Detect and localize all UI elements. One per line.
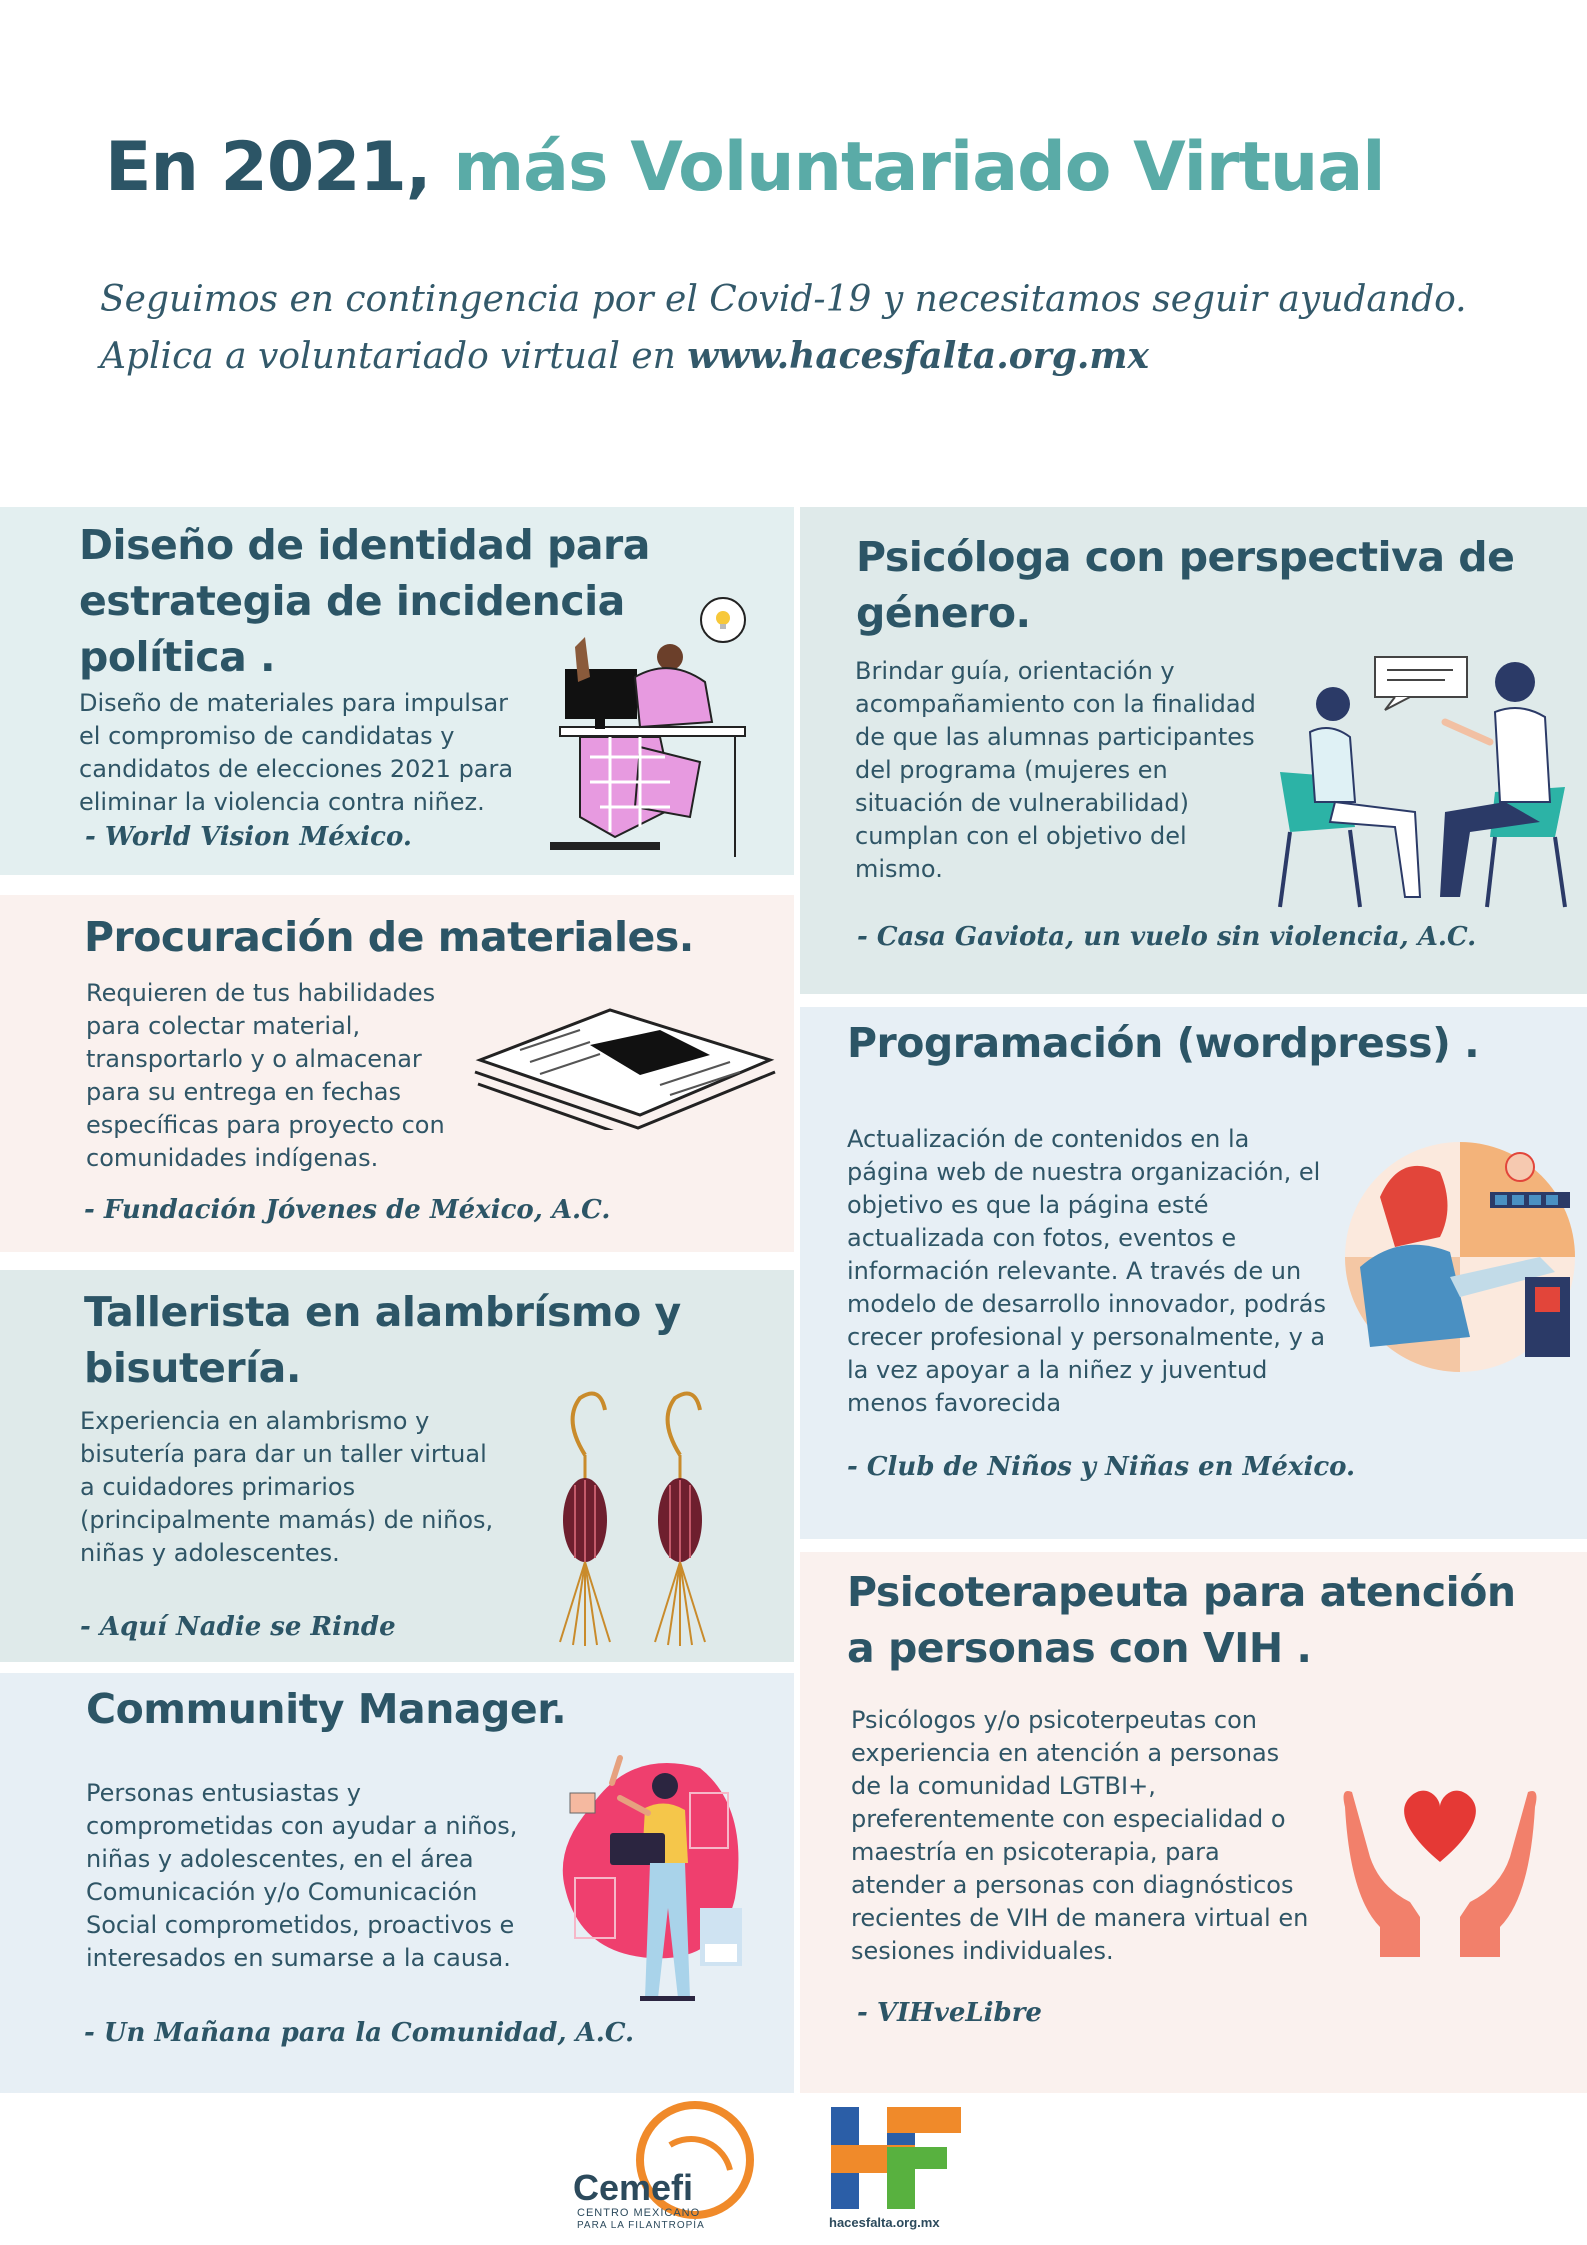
card-programacion	[800, 1007, 1587, 1539]
card-description: Requieren de tus habilidades para colectar material, transportarlo y o almacenar para su entrega en fechas específicas para proyecto con comunidades indígenas.	[86, 979, 445, 1172]
hacesfalta-logo	[825, 2105, 965, 2233]
card-title: Psicóloga con perspectiva de género.	[856, 533, 1515, 637]
card-diseno-identidad	[0, 507, 794, 875]
woman-at-computer-illustration	[540, 587, 765, 867]
card-title: Procuración de materiales.	[84, 913, 694, 961]
cemefi-logo	[565, 2100, 770, 2230]
card-title: Psicoterapeuta para atención a personas con VIH .	[847, 1568, 1516, 1672]
cemefi-tagline-2: PARA LA FILANTROPÍA	[577, 2220, 705, 2230]
card-organization: - World Vision México.	[85, 822, 412, 852]
programmer-woman-illustration	[1340, 1137, 1580, 1377]
cemefi-tagline-1: CENTRO MEXICANO	[577, 2207, 701, 2219]
card-description: Diseño de materiales para impulsar el compromiso de candidatas y candidatos de elecciones 2021 para eliminar la violencia contra niñez.	[79, 689, 514, 816]
card-organization: - Club de Niños y Niñas en México.	[847, 1452, 1356, 1482]
therapy-session-illustration	[1275, 652, 1575, 912]
card-community-manager	[0, 1673, 794, 2093]
subtitle-line-1: Seguimos en contingencia por el Covid-19 y necesitamos seguir ayudando.	[100, 279, 1467, 320]
card-organization: - Un Mañana para la Comunidad, A.C.	[84, 2018, 635, 2048]
card-description: Personas entusiastas y comprometidas con ayudar a niños, niñas y adolescentes, en el área Comunicación y/o Comunicación Social comprometidos, proactivos e interesados en sumarse a la causa.	[86, 1779, 518, 1972]
page-title	[105, 128, 1385, 207]
card-title: Programación (wordpress) .	[847, 1019, 1480, 1067]
cemefi-name: Cemefi	[573, 2167, 694, 2208]
card-organization: - Casa Gaviota, un vuelo sin violencia, A.C.	[857, 922, 1477, 952]
hands-heart-illustration	[1340, 1767, 1540, 1967]
card-organization: - Aquí Nadie se Rinde	[80, 1612, 396, 1642]
card-organization: - Fundación Jóvenes de México, A.C.	[84, 1195, 611, 1225]
card-description: Brindar guía, orientación y acompañamiento con la finalidad de que las alumnas participantes del programa (mujeres en situación de vulnerabilidad) cumplan con el objetivo del mismo.	[855, 657, 1256, 883]
subtitle	[100, 272, 1467, 385]
card-procuracion-materiales	[0, 895, 794, 1252]
card-description: Actualización de contenidos en la página web de nuestra organización, el objetivo es que la página esté actualizada con fotos, eventos e información relevante. A través de un modelo de desarrollo innovador, podrás crecer profesional y personalmente, y a la vez apoyar a la niñez y juventud menos favorecida	[847, 1125, 1326, 1417]
title-year: En 2021,	[105, 128, 431, 207]
card-tallerista	[0, 1270, 794, 1662]
card-psicologa	[800, 507, 1587, 994]
social-media-woman-illustration	[550, 1748, 750, 2003]
card-title: Diseño de identidad para estrategia de incidencia política .	[79, 521, 650, 681]
website-link[interactable]: www.hacesfalta.org.mx	[687, 335, 1149, 377]
card-description: Psicólogos y/o psicoterpeutas con experiencia en atención a personas de la comunidad LGTBI+, preferentemente con especialidad o maestría en psicoterapia, para atender a personas con diagnósticos recientes de VIH de manera virtual en sesiones individuales.	[851, 1706, 1309, 1965]
subtitle-prefix: Aplica a voluntariado virtual en	[100, 336, 676, 377]
hacesfalta-url[interactable]: hacesfalta.org.mx	[829, 2215, 940, 2230]
title-highlight: más Voluntariado Virtual	[453, 128, 1385, 207]
card-description: Experiencia en alambrismo y bisutería para dar un taller virtual a cuidadores primarios (principalmente mamás) de niños, niñas y adolescentes.	[80, 1407, 494, 1567]
card-psicoterapeuta-vih	[800, 1552, 1587, 2093]
subtitle-line-2	[100, 328, 1467, 385]
card-title: Community Manager.	[86, 1685, 567, 1733]
newspaper-stack-illustration	[460, 990, 780, 1130]
card-organization: - VIHveLibre	[857, 1998, 1042, 2028]
earrings-illustration	[545, 1380, 725, 1650]
card-title: Tallerista en alambrísmo y bisutería.	[84, 1288, 681, 1392]
